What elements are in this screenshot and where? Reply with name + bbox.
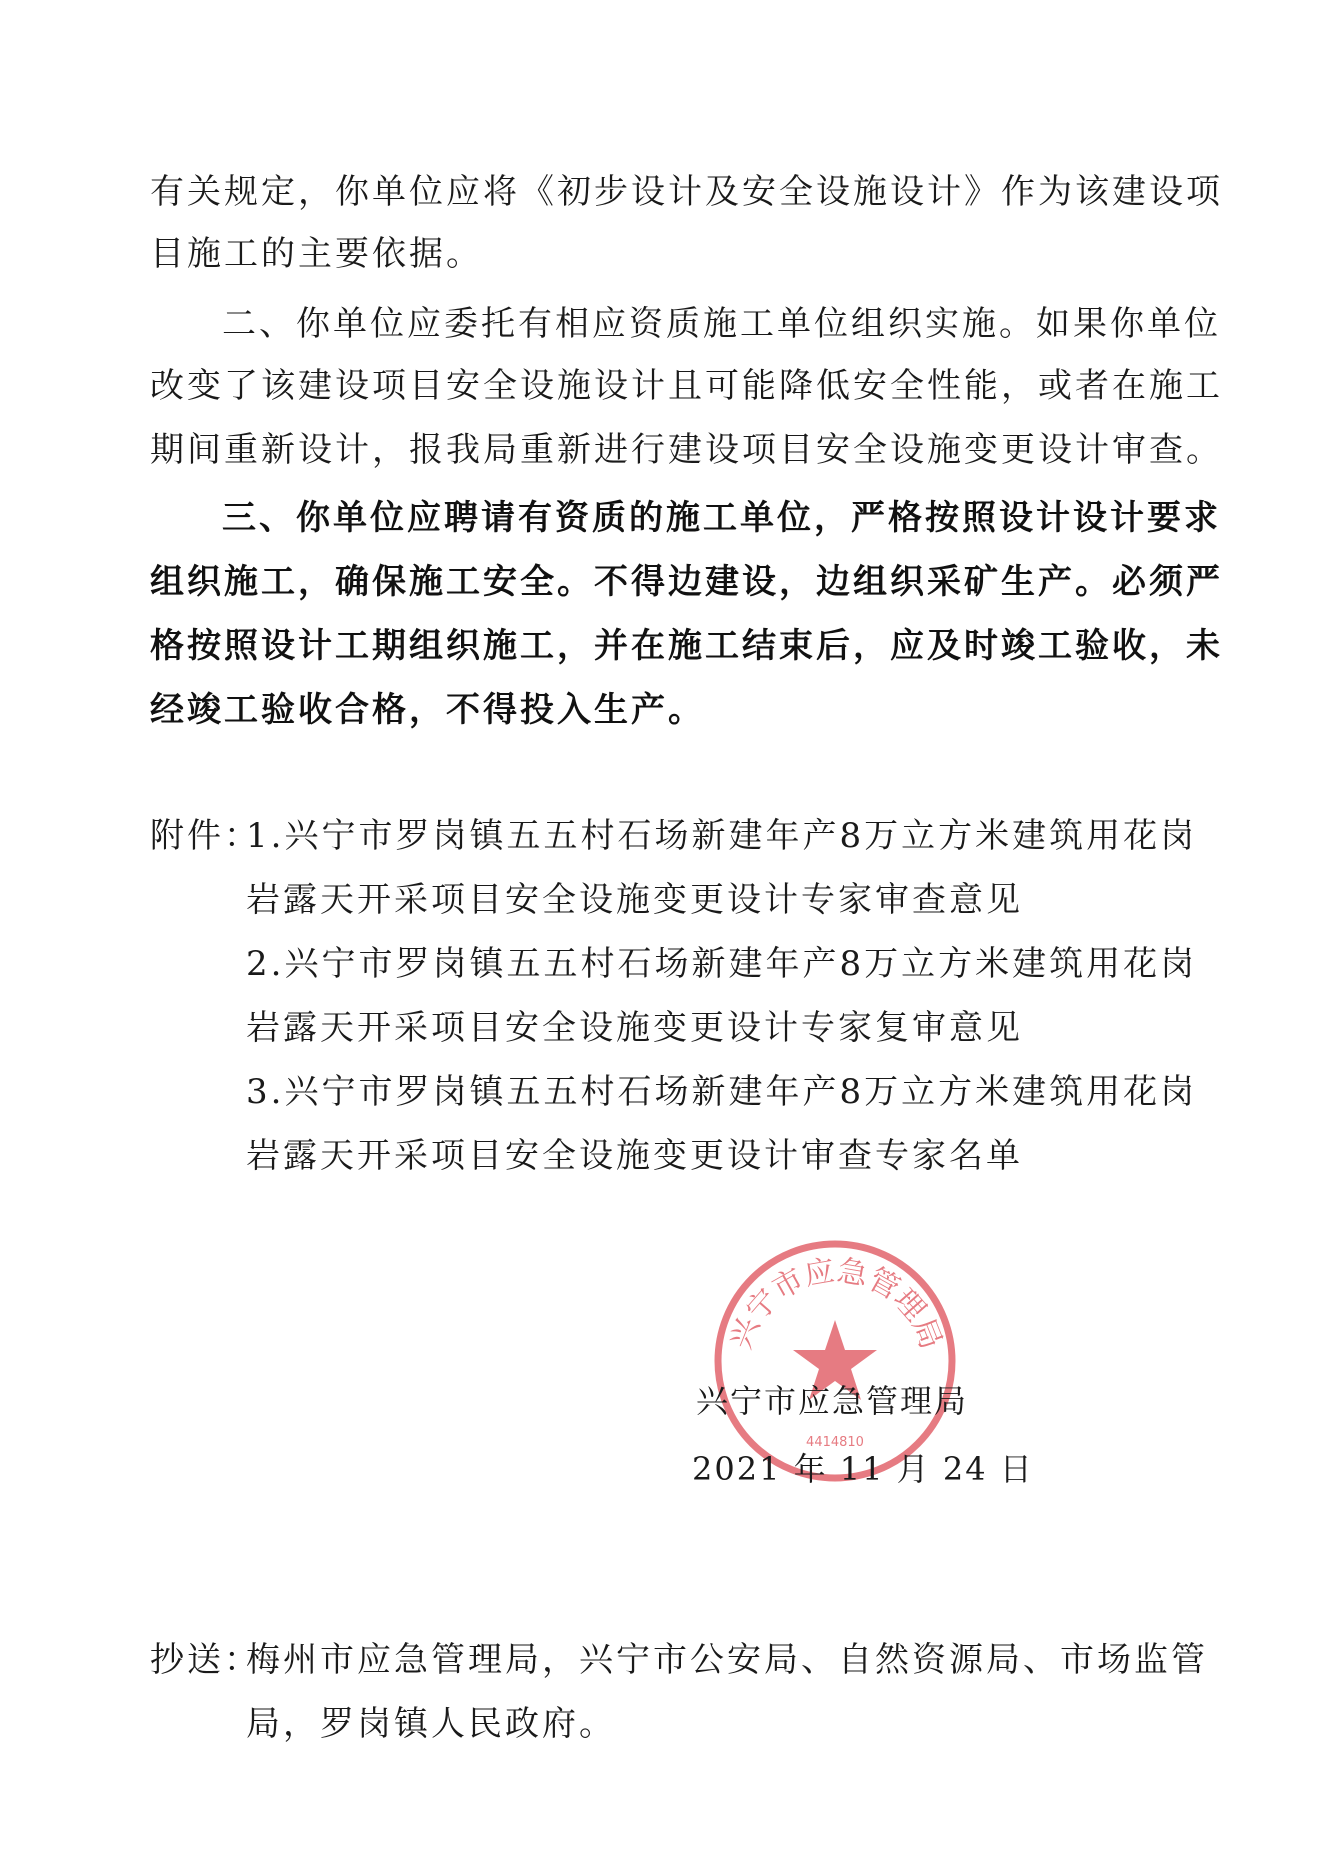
issue-date: 2021 年 11 月 24 日 <box>692 1450 1034 1488</box>
attachment-item-cont: 岩露天开采项目安全设施变更设计专家复审意见 <box>246 1008 1023 1048</box>
paragraph-line: 改变了该建设项目安全设施设计且可能降低安全性能，或者在施工 <box>150 366 1223 406</box>
attachments-label: 附件： <box>150 816 261 856</box>
cc-label: 抄送： <box>150 1640 261 1680</box>
attachment-item-cont: 岩露天开采项目安全设施变更设计专家审查意见 <box>246 880 1023 920</box>
paragraph-line-bold: 三、你单位应聘请有资质的施工单位，严格按照设计设计要求 <box>222 498 1221 538</box>
paragraph-line: 期间重新设计，报我局重新进行建设项目安全设施变更设计审查。 <box>150 430 1223 470</box>
paragraph-line: 有关规定，你单位应将《初步设计及安全设施设计》作为该建设项 <box>150 172 1223 212</box>
paragraph-line-bold: 格按照设计工期组织施工，并在施工结束后，应及时竣工验收，未 <box>150 626 1223 666</box>
cc-line: 梅州市应急管理局，兴宁市公安局、自然资源局、市场监管 <box>246 1640 1208 1680</box>
cc-line: 局，罗岗镇人民政府。 <box>246 1704 616 1744</box>
issuer-name: 兴宁市应急管理局 <box>696 1382 969 1420</box>
seal-code: 4414810 <box>806 1435 864 1450</box>
paragraph-line: 目施工的主要依据。 <box>150 234 483 274</box>
seal-text: 兴宁市应急管理局 <box>723 1253 949 1354</box>
attachment-item: 1.兴宁市罗岗镇五五村石场新建年产8万立方米建筑用花岗 <box>246 816 1198 856</box>
attachment-item-cont: 岩露天开采项目安全设施变更设计审查专家名单 <box>246 1136 1023 1176</box>
paragraph-line-bold: 组织施工，确保施工安全。不得边建设，边组织采矿生产。必须严 <box>150 562 1223 602</box>
attachment-item: 3.兴宁市罗岗镇五五村石场新建年产8万立方米建筑用花岗 <box>246 1072 1198 1112</box>
paragraph-line: 二、你单位应委托有相应资质施工单位组织实施。如果你单位 <box>222 304 1221 344</box>
attachment-item: 2.兴宁市罗岗镇五五村石场新建年产8万立方米建筑用花岗 <box>246 944 1198 984</box>
official-seal <box>712 1238 958 1484</box>
paragraph-line-bold: 经竣工验收合格，不得投入生产。 <box>150 690 705 730</box>
